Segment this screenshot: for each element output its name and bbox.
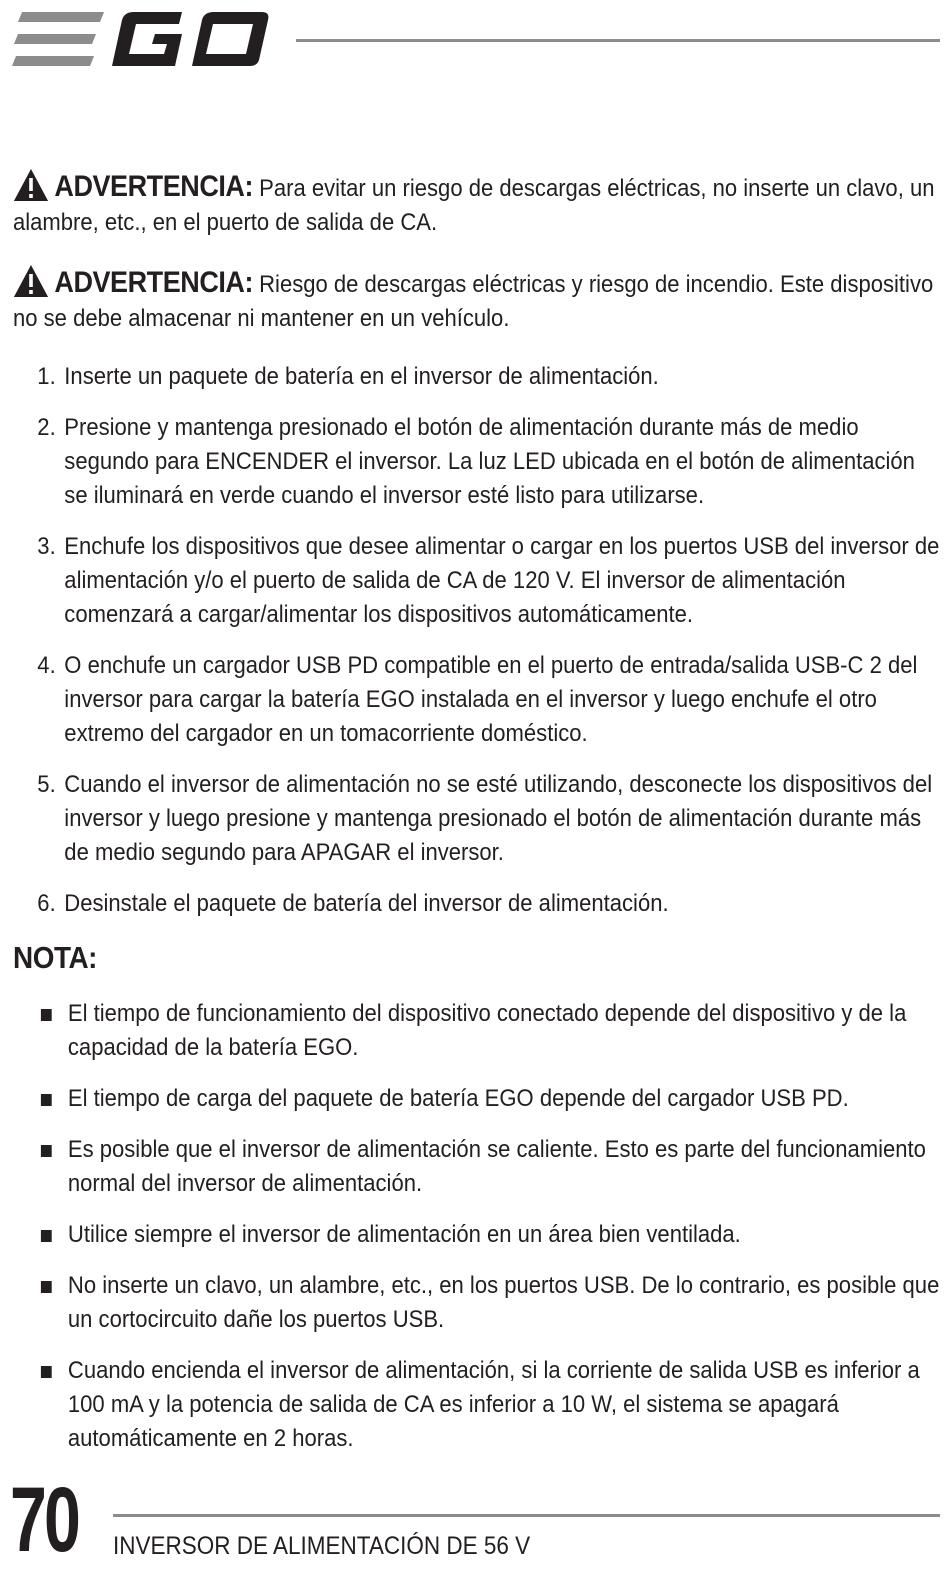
square-bullet-icon bbox=[41, 1145, 52, 1157]
step-number: 1. bbox=[37, 363, 56, 390]
footer-title: INVERSOR DE ALIMENTACIÓN DE 56 V bbox=[113, 1532, 531, 1560]
header-rule bbox=[296, 39, 940, 42]
step-item bbox=[13, 887, 940, 921]
square-bullet-icon bbox=[41, 1230, 52, 1242]
step-number: 5. bbox=[37, 771, 56, 798]
note-item bbox=[13, 1133, 940, 1201]
square-bullet-icon bbox=[41, 1366, 52, 1378]
ego-logo bbox=[12, 10, 272, 70]
square-bullet-icon bbox=[41, 1009, 52, 1021]
note-item bbox=[13, 1354, 940, 1456]
instruction-steps bbox=[13, 360, 940, 921]
step-text: Cuando el inversor de alimentación no se esté utilizando, desconecte los dispositivos del inversor y luego presione y mantenga presionado el botón de alimentación durante más de medio segundo para APAGAR el inversor. bbox=[64, 771, 933, 866]
warning-fire-risk bbox=[13, 264, 940, 336]
step-item bbox=[13, 360, 940, 394]
warning-triangle-icon bbox=[13, 264, 49, 298]
step-text: Inserte un paquete de batería en el inversor de alimentación. bbox=[64, 363, 659, 390]
step-item bbox=[13, 530, 940, 632]
step-number: 6. bbox=[37, 890, 56, 917]
note-list bbox=[13, 997, 940, 1456]
note-heading: NOTA: bbox=[13, 940, 98, 975]
step-item bbox=[13, 411, 940, 513]
note-item bbox=[13, 997, 940, 1065]
square-bullet-icon bbox=[41, 1094, 52, 1106]
step-number: 2. bbox=[37, 414, 56, 441]
warning-text: Para evitar un riesgo de descargas eléctricas, no inserte un clavo, un alambre, etc., en el puerto de salida de CA. bbox=[13, 175, 935, 236]
page-number: 70 bbox=[10, 1469, 78, 1571]
warning-electric-shock bbox=[13, 168, 940, 240]
page-header bbox=[0, 0, 950, 80]
warning-label: ADVERTENCIA: bbox=[54, 170, 254, 203]
note-item bbox=[13, 1269, 940, 1337]
warning-triangle-icon bbox=[13, 168, 49, 202]
step-text: Presione y mantenga presionado el botón de alimentación durante más de medio segundo para ENCENDER el inversor. La luz LED ubicada en el botón de alimentación se iluminará en verde cuando el inversor esté listo para utilizarse. bbox=[64, 414, 915, 509]
note-text: El tiempo de funcionamiento del dispositivo conectado depende del dispositivo y de la capacidad de la batería EGO. bbox=[67, 1000, 907, 1061]
page-content bbox=[13, 168, 940, 1473]
step-text: Enchufe los dispositivos que desee alimentar o cargar en los puertos USB del inversor de alimentación y/o el puerto de salida de CA de 120 V. El inversor de alimentación comenzará a cargar/alimentar los dispositivos automáticamente. bbox=[64, 533, 940, 628]
step-number: 4. bbox=[37, 652, 56, 679]
step-text: O enchufe un cargador USB PD compatible en el puerto de entrada/salida USB-C 2 del inversor para cargar la batería EGO instalada en el inversor y luego enchufe el otro extremo del cargador en un tomacorriente doméstico. bbox=[64, 652, 918, 747]
step-number: 3. bbox=[37, 533, 56, 560]
note-text: Utilice siempre el inversor de alimentación en un área bien ventilada. bbox=[67, 1221, 741, 1248]
step-item bbox=[13, 649, 940, 751]
warning-label: ADVERTENCIA: bbox=[54, 266, 254, 299]
note-text: El tiempo de carga del paquete de batería EGO depende del cargador USB PD. bbox=[67, 1085, 849, 1112]
step-item bbox=[13, 768, 940, 870]
square-bullet-icon bbox=[41, 1281, 52, 1293]
step-text: Desinstale el paquete de batería del inversor de alimentación. bbox=[64, 890, 669, 917]
note-item bbox=[13, 1218, 940, 1252]
note-text: No inserte un clavo, un alambre, etc., en los puertos USB. De lo contrario, es posible que un cortocircuito dañe los puertos USB. bbox=[67, 1272, 940, 1333]
warning-text: Riesgo de descargas eléctricas y riesgo de incendio. Este dispositivo no se debe almacenar ni mantener en un vehículo. bbox=[13, 271, 934, 332]
note-item bbox=[13, 1082, 940, 1116]
footer-rule bbox=[113, 1514, 940, 1517]
note-text: Es posible que el inversor de alimentación se caliente. Esto es parte del funcionamiento normal del inversor de alimentación. bbox=[67, 1136, 926, 1197]
note-text: Cuando encienda el inversor de alimentación, si la corriente de salida USB es inferior a 100 mA y la potencia de salida de CA es inferior a 10 W, el sistema se apagará automáticamente en 2 horas. bbox=[67, 1357, 920, 1452]
